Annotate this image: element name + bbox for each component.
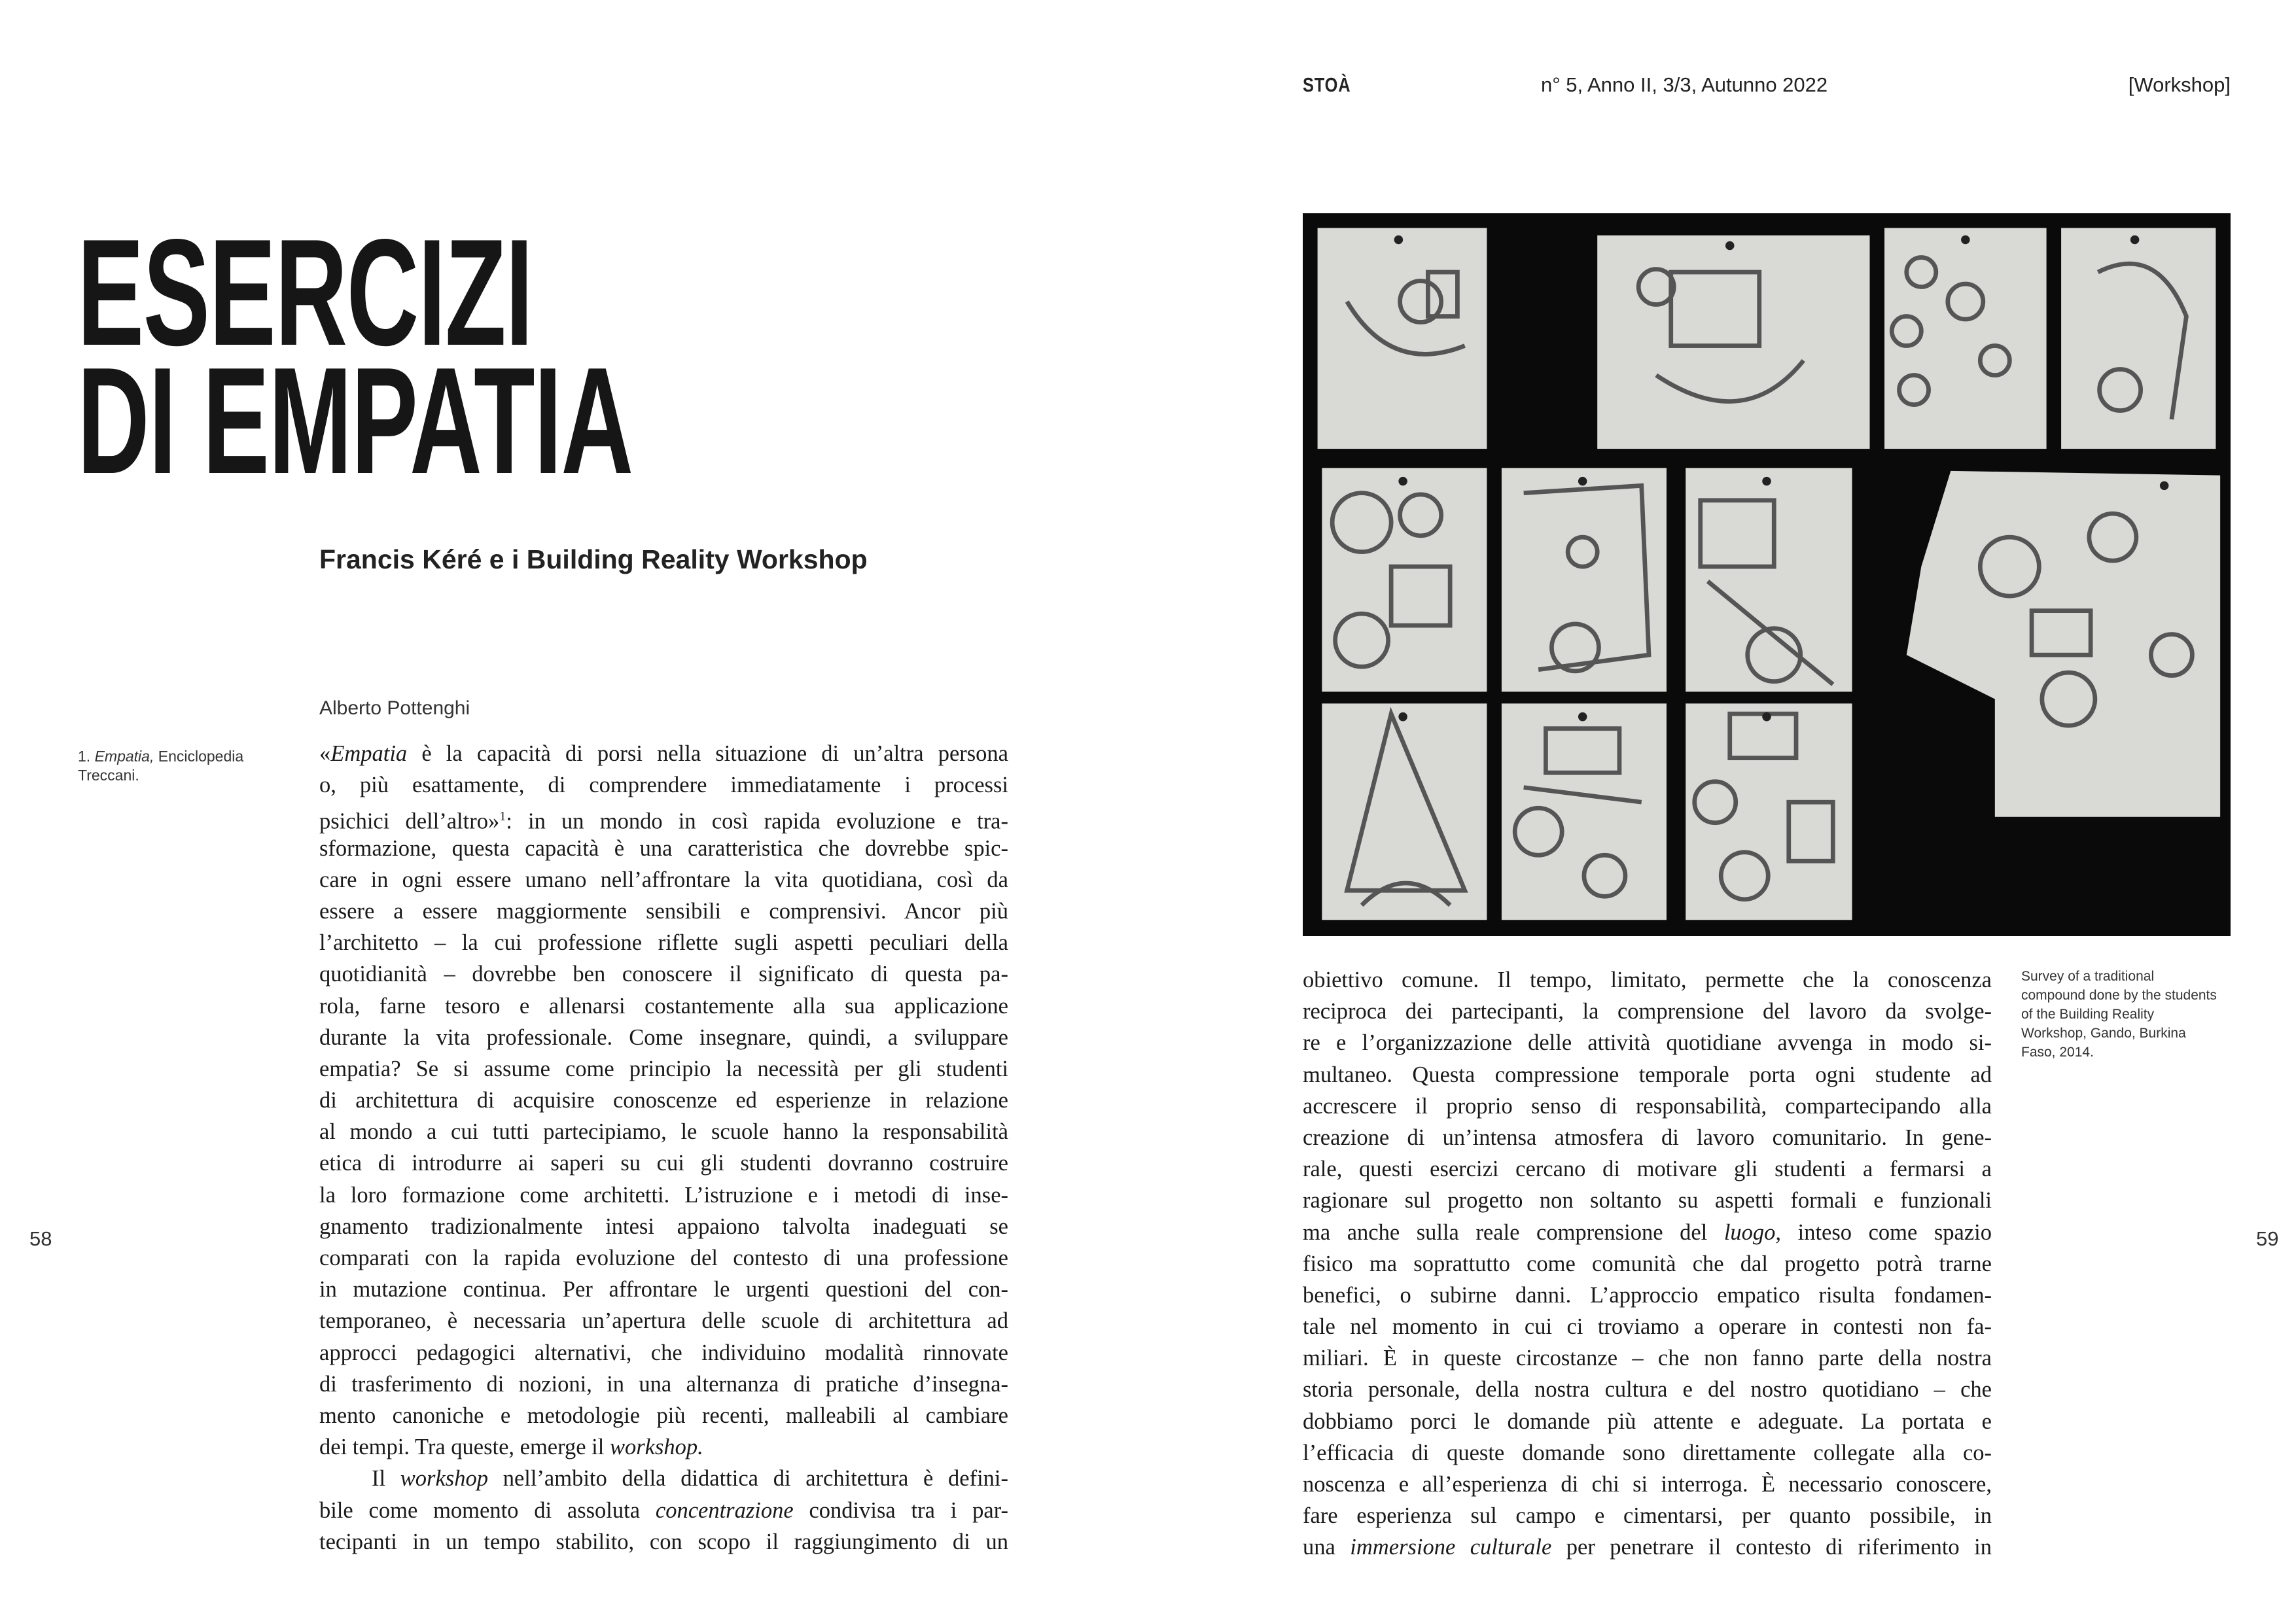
- text-line: [319, 896, 1008, 927]
- text-line: [1303, 1531, 1992, 1563]
- sketch-sheet-composite: [1907, 471, 2220, 817]
- section-label: [Workshop]: [2128, 73, 2231, 96]
- page-number-left: 58: [29, 1227, 52, 1250]
- title-line-2: DI EMPATIA: [77, 336, 633, 506]
- text-line: [319, 958, 1008, 990]
- text-line: [319, 1116, 1008, 1147]
- text: nell’ambito della didattica di architettura è defini-: [487, 1466, 1009, 1492]
- italic-text: workshop: [400, 1466, 488, 1492]
- footnote-ref: 1: [499, 809, 506, 824]
- text-line: [1303, 1311, 1992, 1342]
- italic-text: Empatia: [330, 741, 408, 766]
- text: la loro formazione come architetti. L’istruzione e i metodi di inse-: [319, 1182, 1008, 1208]
- page-number-right: 59: [2256, 1227, 2279, 1250]
- text: ragionare sul progetto non soltanto su aspetti formali e funzionali: [1303, 1188, 1992, 1213]
- text: tale nel momento in cui ci troviamo a operare in contesti non fa-: [1303, 1314, 1992, 1340]
- text: miliari. È in queste circostanze – che non fanno parte della nostra: [1303, 1346, 1992, 1371]
- title-line-1: ESERCIZI: [77, 208, 533, 377]
- text-line: [1303, 964, 1992, 996]
- photo-survey-drawings: [1303, 213, 2231, 936]
- sketch-sheet: [2061, 228, 2216, 449]
- text: dei tempi. Tra queste, emerge il: [319, 1435, 610, 1460]
- text: storia personale, della nostra cultura e del nostro quotidiano – che: [1303, 1377, 1992, 1403]
- text: accrescere il proprio senso di responsabilità, compartecipando alla: [1303, 1093, 1992, 1119]
- text: durante la vita professionale. Come insegnare, quindi, a sviluppare: [319, 1024, 1008, 1050]
- text: tecipanti in un tempo stabilito, con scopo il raggiungimento di un: [319, 1529, 1008, 1554]
- text-line: [1303, 1217, 1992, 1248]
- text-line: [319, 738, 1008, 769]
- text-line: [1303, 1280, 1992, 1311]
- text-line: [319, 1147, 1008, 1179]
- sketch-sheet: [1597, 236, 1869, 449]
- text: etica di introdurre ai saperi su cui gli studenti dovranno costruire: [319, 1151, 1008, 1176]
- text: psichici dell’altro»: [319, 809, 500, 834]
- text-line: [319, 1337, 1008, 1369]
- text-line: [1303, 1185, 1992, 1216]
- text: inteso come spazio: [1781, 1219, 1992, 1245]
- drawings-illustration: [1303, 213, 2231, 936]
- text-line: [1303, 1027, 1992, 1058]
- article-subtitle: Francis Kéré e i Building Reality Workshop: [319, 544, 868, 574]
- article-title: [77, 208, 633, 506]
- text-line: [1303, 1091, 1992, 1122]
- text: bile come momento di assoluta: [319, 1497, 656, 1523]
- text: sformazione, questa capacità è una caratteristica che dovrebbe spic-: [319, 835, 1008, 861]
- text-line: [319, 990, 1008, 1022]
- text-line: [1303, 1059, 1992, 1091]
- text: al mondo a cui tutti partecipiamo, le scuole hanno la responsabilità: [319, 1119, 1008, 1145]
- text-line: [319, 1211, 1008, 1242]
- footnote-number: 1.: [78, 748, 91, 765]
- text-line: [1303, 996, 1992, 1027]
- italic-text: luogo,: [1723, 1219, 1782, 1245]
- text: di architettura di acquisire conoscenze ed esperienze in relazione: [319, 1088, 1008, 1113]
- text: «: [319, 741, 331, 766]
- magazine-name: STOÀ: [1303, 73, 1351, 96]
- text: creazione di un’intensa atmosfera di lavoro comunitario. In gene-: [1303, 1125, 1992, 1150]
- text-line: [319, 1369, 1008, 1400]
- text-line: [319, 1022, 1008, 1053]
- text: care in ogni essere umano nell’affrontare la vita quotidiana, così da: [319, 867, 1008, 892]
- text-line: [319, 769, 1008, 801]
- text-line: [319, 927, 1008, 958]
- body-text-right: [1303, 964, 1992, 1563]
- text: benefici, o subirne danni. L’approccio empatico risulta fondamen-: [1303, 1282, 1992, 1308]
- text: rale, questi esercizi cercano di motivare gli studenti a fermarsi a: [1303, 1157, 1992, 1182]
- text: l’efficacia di queste domande sono direttamente collegate alla co-: [1303, 1440, 1992, 1465]
- text: : in un mondo in così rapida evoluzione e tra-: [506, 809, 1008, 834]
- text: condivisa tra i par-: [793, 1497, 1008, 1523]
- text: è la capacità di porsi nella situazione di un’altra persona: [407, 741, 1008, 766]
- text-line: [319, 1085, 1008, 1116]
- text: gnamento tradizionalmente intesi appaiono talvolta inadeguati se: [319, 1213, 1008, 1239]
- text: reciproca dei partecipanti, la comprensione del lavoro da svolge-: [1303, 999, 1992, 1024]
- text-line: [319, 1431, 1008, 1463]
- text-line: [1303, 1248, 1992, 1280]
- text-line: [319, 1495, 1008, 1526]
- italic-text: workshop.: [609, 1435, 703, 1460]
- text-line: [319, 864, 1008, 896]
- text-line: [319, 1463, 1008, 1494]
- text-line: [319, 1400, 1008, 1431]
- footnote-italic: Empatia,: [94, 748, 154, 765]
- text-line: [319, 1053, 1008, 1085]
- sketch-sheet: [1686, 703, 1852, 920]
- text-line: [319, 1274, 1008, 1305]
- text-line: [319, 1305, 1008, 1336]
- text: per penetrare il contesto di riferimento in: [1551, 1535, 1992, 1560]
- text: noscenza e all’esperienza di chi si interroga. È necessario conoscere,: [1303, 1472, 1992, 1497]
- text-line: [1303, 1374, 1992, 1405]
- text-line: [319, 801, 1008, 832]
- footnote: [78, 747, 274, 785]
- text: empatia? Se si assume come principio la necessità per gli studenti: [319, 1056, 1008, 1081]
- text-line: [1303, 1437, 1992, 1469]
- text: fisico ma soprattutto come comunità che dal progetto potrà trarne: [1303, 1251, 1992, 1276]
- photo-caption: Survey of a traditional compound done by the students of the Building Reality Workshop, Gando, Burkina Faso, 2014.: [2021, 969, 2217, 1060]
- text: re e l’organizzazione delle attività quotidiane avvenga in modo si-: [1303, 1030, 1992, 1056]
- text-line: [319, 833, 1008, 864]
- text-line: [1303, 1342, 1992, 1374]
- text: l’architetto – la cui professione riflette sugli aspetti peculiari della: [319, 930, 1008, 956]
- issue-info: n° 5, Anno II, 3/3, Autunno 2022: [1541, 73, 1828, 96]
- text: o, più esattamente, di comprendere immediatamente i processi: [319, 773, 1008, 798]
- author-name: Alberto Pottenghi: [319, 697, 470, 719]
- text: ma anche sulla reale comprensione del: [1303, 1219, 1724, 1245]
- text-line: [319, 1242, 1008, 1274]
- text-line: [1303, 1500, 1992, 1531]
- text: rola, farne tesoro e allenarsi costantemente alla sua applicazione: [319, 993, 1008, 1019]
- text: obiettivo comune. Il tempo, limitato, permette che la conoscenza: [1303, 968, 1992, 992]
- text-line: [1303, 1122, 1992, 1153]
- text: dobbiamo porci le domande più attente e adeguate. La portata e: [1303, 1408, 1992, 1434]
- text: temporaneo, è necessaria un’apertura delle scuole di architettura ad: [319, 1308, 1008, 1334]
- text: multaneo. Questa compressione temporale porta ogni studente ad: [1303, 1062, 1992, 1087]
- text: mento canoniche e metodologie più recenti, malleabili al cambiare: [319, 1403, 1008, 1428]
- body-text-left: [319, 738, 1008, 1558]
- footnote-text: Enciclopedia Treccani.: [78, 748, 244, 784]
- text: essere a essere maggiormente sensibili e comprensivi. Ancor più: [319, 898, 1008, 924]
- italic-text: concentrazione: [655, 1497, 794, 1523]
- text: in mutazione continua. Per affrontare le urgenti questioni del con-: [319, 1277, 1008, 1302]
- sketch-sheet: [1318, 228, 1487, 449]
- text: quotidianità – dovrebbe ben conoscere il significato di questa pa-: [319, 962, 1008, 987]
- italic-text: immersione culturale: [1350, 1535, 1552, 1560]
- text: Il: [372, 1466, 400, 1492]
- text: approcci pedagogici alternativi, che individuino modalità rinnovate: [319, 1340, 1008, 1365]
- text-line: [319, 1526, 1008, 1558]
- text-line: [1303, 1406, 1992, 1437]
- text: fare esperienza sul campo e cimentarsi, per quanto possibile, in: [1303, 1503, 1992, 1529]
- text: di trasferimento di nozioni, in una alternanza di pratiche d’insegna-: [319, 1371, 1008, 1397]
- text-line: [1303, 1153, 1992, 1185]
- text-line: [1303, 1469, 1992, 1500]
- text-line: [319, 1179, 1008, 1211]
- text: comparati con la rapida evoluzione del contesto di una professione: [319, 1246, 1008, 1270]
- text: una: [1303, 1535, 1351, 1560]
